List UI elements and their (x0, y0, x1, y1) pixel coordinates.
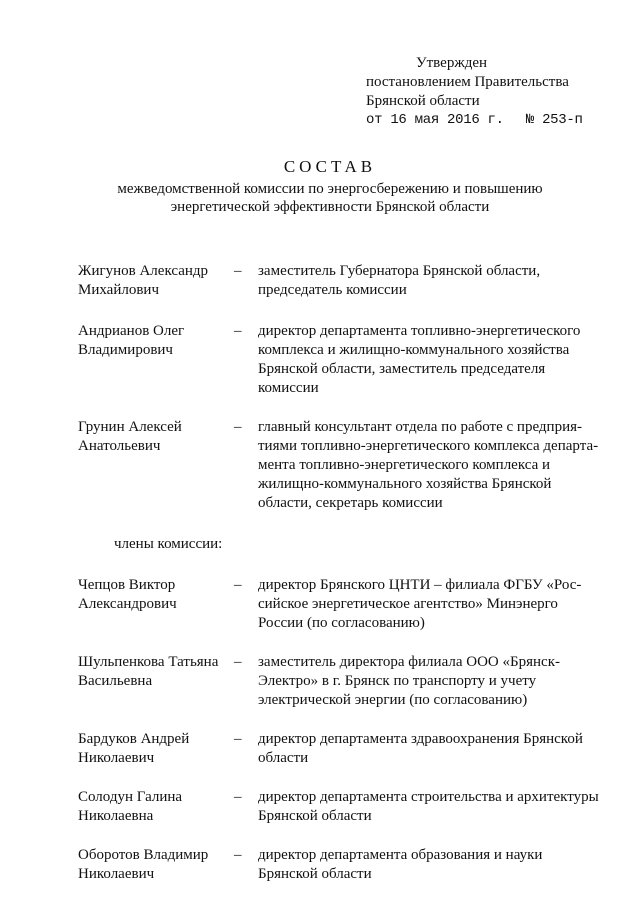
document-title (60, 157, 600, 216)
approval-line-region: Брянской области (366, 93, 480, 109)
member-role: директор департамента строительства и архитектуры Брянской области (258, 789, 599, 824)
member-row (78, 262, 618, 300)
member-row (78, 788, 618, 826)
member-dash: – (234, 323, 242, 339)
member-dash: – (234, 789, 242, 805)
member-name: Грунин Алексей Анатольевич (78, 419, 182, 454)
member-row (78, 418, 618, 513)
approval-date-prefix: от (366, 112, 383, 128)
approval-stamp (366, 54, 626, 130)
member-role: заместитель директора филиала ООО «Брянск- Электро» в г. Брянск по транспорту и учету электрической энергии (по согласованию) (258, 654, 560, 708)
member-name: Андрианов Олег Владимирович (78, 323, 185, 358)
member-row (78, 322, 618, 398)
member-row (78, 653, 618, 710)
approval-line-approved: Утвержден (416, 55, 488, 71)
member-dash: – (234, 263, 242, 279)
approval-number-sign: № (525, 112, 534, 128)
member-name: Оборотов Владимир Николаевич (78, 847, 209, 882)
member-role: главный консультант отдела по работе с предприя- тиями топливно-энергетического комплекса департа- мента топливно-энергетического комплекса и жилищно-коммунального хозяйства Брянской области, секретарь комиссии (258, 419, 599, 511)
member-role: директор департамента образования и науки Брянской области (258, 847, 543, 882)
title-sub-line-1: межведомственной комиссии по энергосбережению и повышению (117, 181, 543, 197)
member-name: Жигунов Александр Михайлович (78, 263, 209, 298)
approval-line-resolution: постановлением Правительства (366, 74, 569, 90)
member-dash: – (234, 731, 242, 747)
title-sub-line-2: энергетической эффективности Брянской области (170, 199, 490, 215)
member-name: Чепцов Виктор Александрович (78, 577, 177, 612)
member-dash: – (234, 577, 242, 593)
approval-date-line (366, 111, 626, 130)
member-dash: – (234, 847, 242, 863)
member-row (78, 576, 618, 633)
member-role: директор департамента здравоохранения Брянской области (258, 731, 583, 766)
member-role: директор Брянского ЦНТИ – филиала ФГБУ «Рос- сийское энергетическое агентство» Минэнерго России (по согласованию) (258, 577, 582, 631)
member-dash: – (234, 654, 242, 670)
member-row (78, 730, 618, 768)
member-name: Шульпенкова Татьяна Васильевна (78, 654, 219, 689)
member-dash: – (234, 419, 242, 435)
title-main: СОСТАВ (283, 157, 377, 176)
approval-number: 253-п (542, 112, 583, 128)
approval-date: 16 мая 2016 г. (390, 112, 504, 128)
member-row (78, 846, 618, 884)
member-name: Солодун Галина Николаевна (78, 789, 183, 824)
member-role: заместитель Губернатора Брянской области, председатель комиссии (258, 263, 541, 298)
member-name: Бардуков Андрей Николаевич (78, 731, 190, 766)
members-section-label: члены комиссии: (114, 536, 223, 552)
commission-composition (78, 262, 618, 884)
member-role: директор департамента топливно-энергетического комплекса и жилищно-коммунального хозяйства Брянской области, заместитель председателя комиссии (258, 323, 581, 396)
